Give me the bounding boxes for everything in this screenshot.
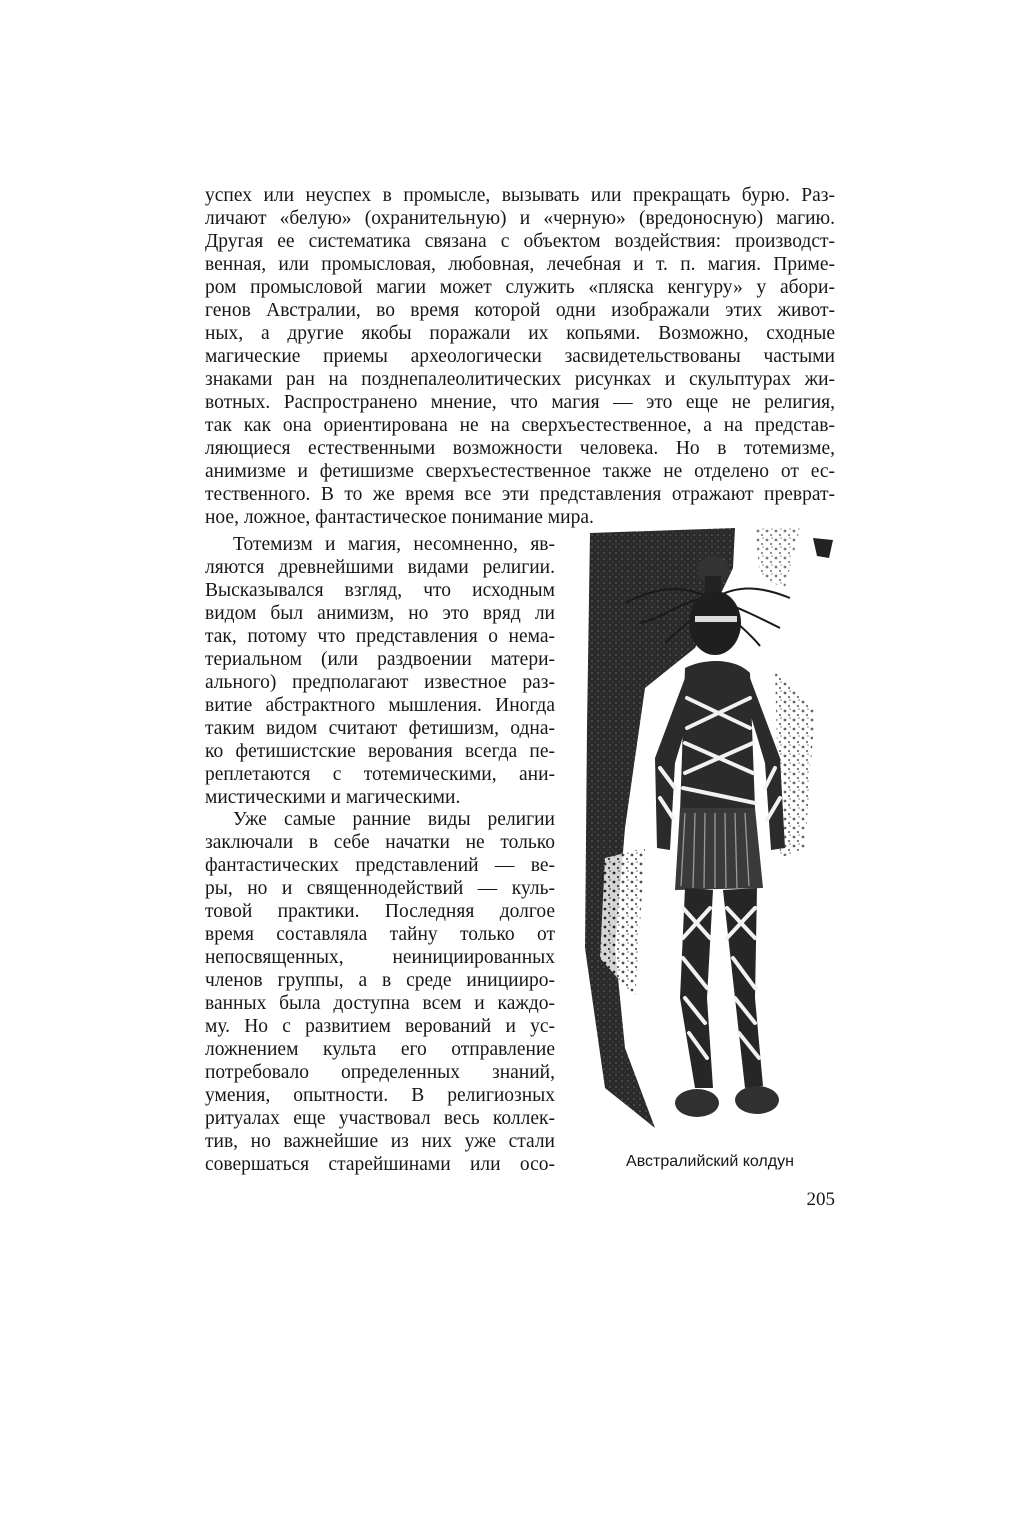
text-line: совершаться старейшинами или осо- [205, 1154, 555, 1175]
text-line: время составляла тайну только от [205, 924, 555, 945]
text-line: тив, но важнейшие из них уже стали [205, 1131, 555, 1152]
figure-australian-sorcerer [585, 528, 835, 1138]
text-line: Другая ее систематика связана с объектом воздействия: производст- [205, 231, 835, 252]
text-line: непосвященных, неинициированных [205, 947, 555, 968]
sorcerer-illustration [585, 528, 835, 1138]
text-line: товой практики. Последняя долгое [205, 901, 555, 922]
text-line: знаками ран на позднепалеолитических рисунках и скульптурах жи- [205, 369, 835, 390]
text-line: мистическими и магическими. [205, 787, 461, 808]
text-line: умения, опытности. В религиозных [205, 1085, 555, 1106]
text-line: ное, ложное, фантастическое понимание мира. [205, 507, 594, 528]
text-line: ляются древнейшими видами религии. [205, 557, 555, 578]
text-line: ры, но и священнодействий — куль- [205, 878, 555, 899]
text-line: магические приемы археологически засвидетельствованы частыми [205, 346, 835, 367]
text-line: ложнением культа его отправление [205, 1039, 555, 1060]
text-line: потребовало определенных знаний, [205, 1062, 555, 1083]
text-line: ром промысловой магии может служить «пляска кенгуру» у абори- [205, 277, 835, 298]
text-line: териальном (или раздвоении матери- [205, 649, 555, 670]
text-line: генов Австралии, во время которой одни изображали этих живот- [205, 300, 835, 321]
text-line: Уже самые ранние виды религии [233, 809, 555, 830]
text-line: ляющиеся естественными возможности человека. Но в тотемизме, [205, 438, 835, 459]
text-line: ального) предполагают известное раз- [205, 672, 555, 693]
text-line: таким видом считают фетишизм, одна- [205, 718, 555, 739]
text-line: венная, или промысловая, любовная, лечебная и т. п. магия. Приме- [205, 254, 835, 275]
text-line: видом был анимизм, но это вряд ли [205, 603, 555, 624]
text-line: личают «белую» (охранительную) и «черную» (вредоносную) магию. [205, 208, 835, 229]
text-line: фантастических представлений — ве- [205, 855, 555, 876]
text-line: заключали в себе начатки не только [205, 832, 555, 853]
text-line: так, потому что представления о нема- [205, 626, 555, 647]
text-line: тественного. В то же время все эти представления отражают преврат- [205, 484, 835, 505]
text-line: ко фетишистские верования всегда пе- [205, 741, 555, 762]
text-line: ванных была доступна всем и каждо- [205, 993, 555, 1014]
text-line: ных, а другие якобы поражали их копьями. Возможно, сходные [205, 323, 835, 344]
page-number: 205 [806, 1189, 835, 1210]
text-line: членов группы, а в среде инициирo- [205, 970, 555, 991]
figure-caption: Австралийский колдун [626, 1153, 794, 1170]
text-line: Высказывался взгляд, что исходным [205, 580, 555, 601]
text-line: так как она ориентирована не на сверхъестественное, а на представ- [205, 415, 835, 436]
text-line: реплетаются с тотемическими, ани- [205, 764, 555, 785]
text-line: вотных. Распространено мнение, что магия — это еще не религия, [205, 392, 835, 413]
text-line: му. Но с развитием верований и ус- [205, 1016, 555, 1037]
text-line: успех или неуспех в промысле, вызывать или прекращать бурю. Раз- [205, 185, 835, 206]
text-line: Тотемизм и магия, несомненно, яв- [233, 534, 555, 555]
text-line: анимизме и фетишизме сверхъестественное также не отделено от ес- [205, 461, 835, 482]
text-line: ритуалах еще участвовал весь коллек- [205, 1108, 555, 1129]
text-line: витие абстрактного мышления. Иногда [205, 695, 555, 716]
